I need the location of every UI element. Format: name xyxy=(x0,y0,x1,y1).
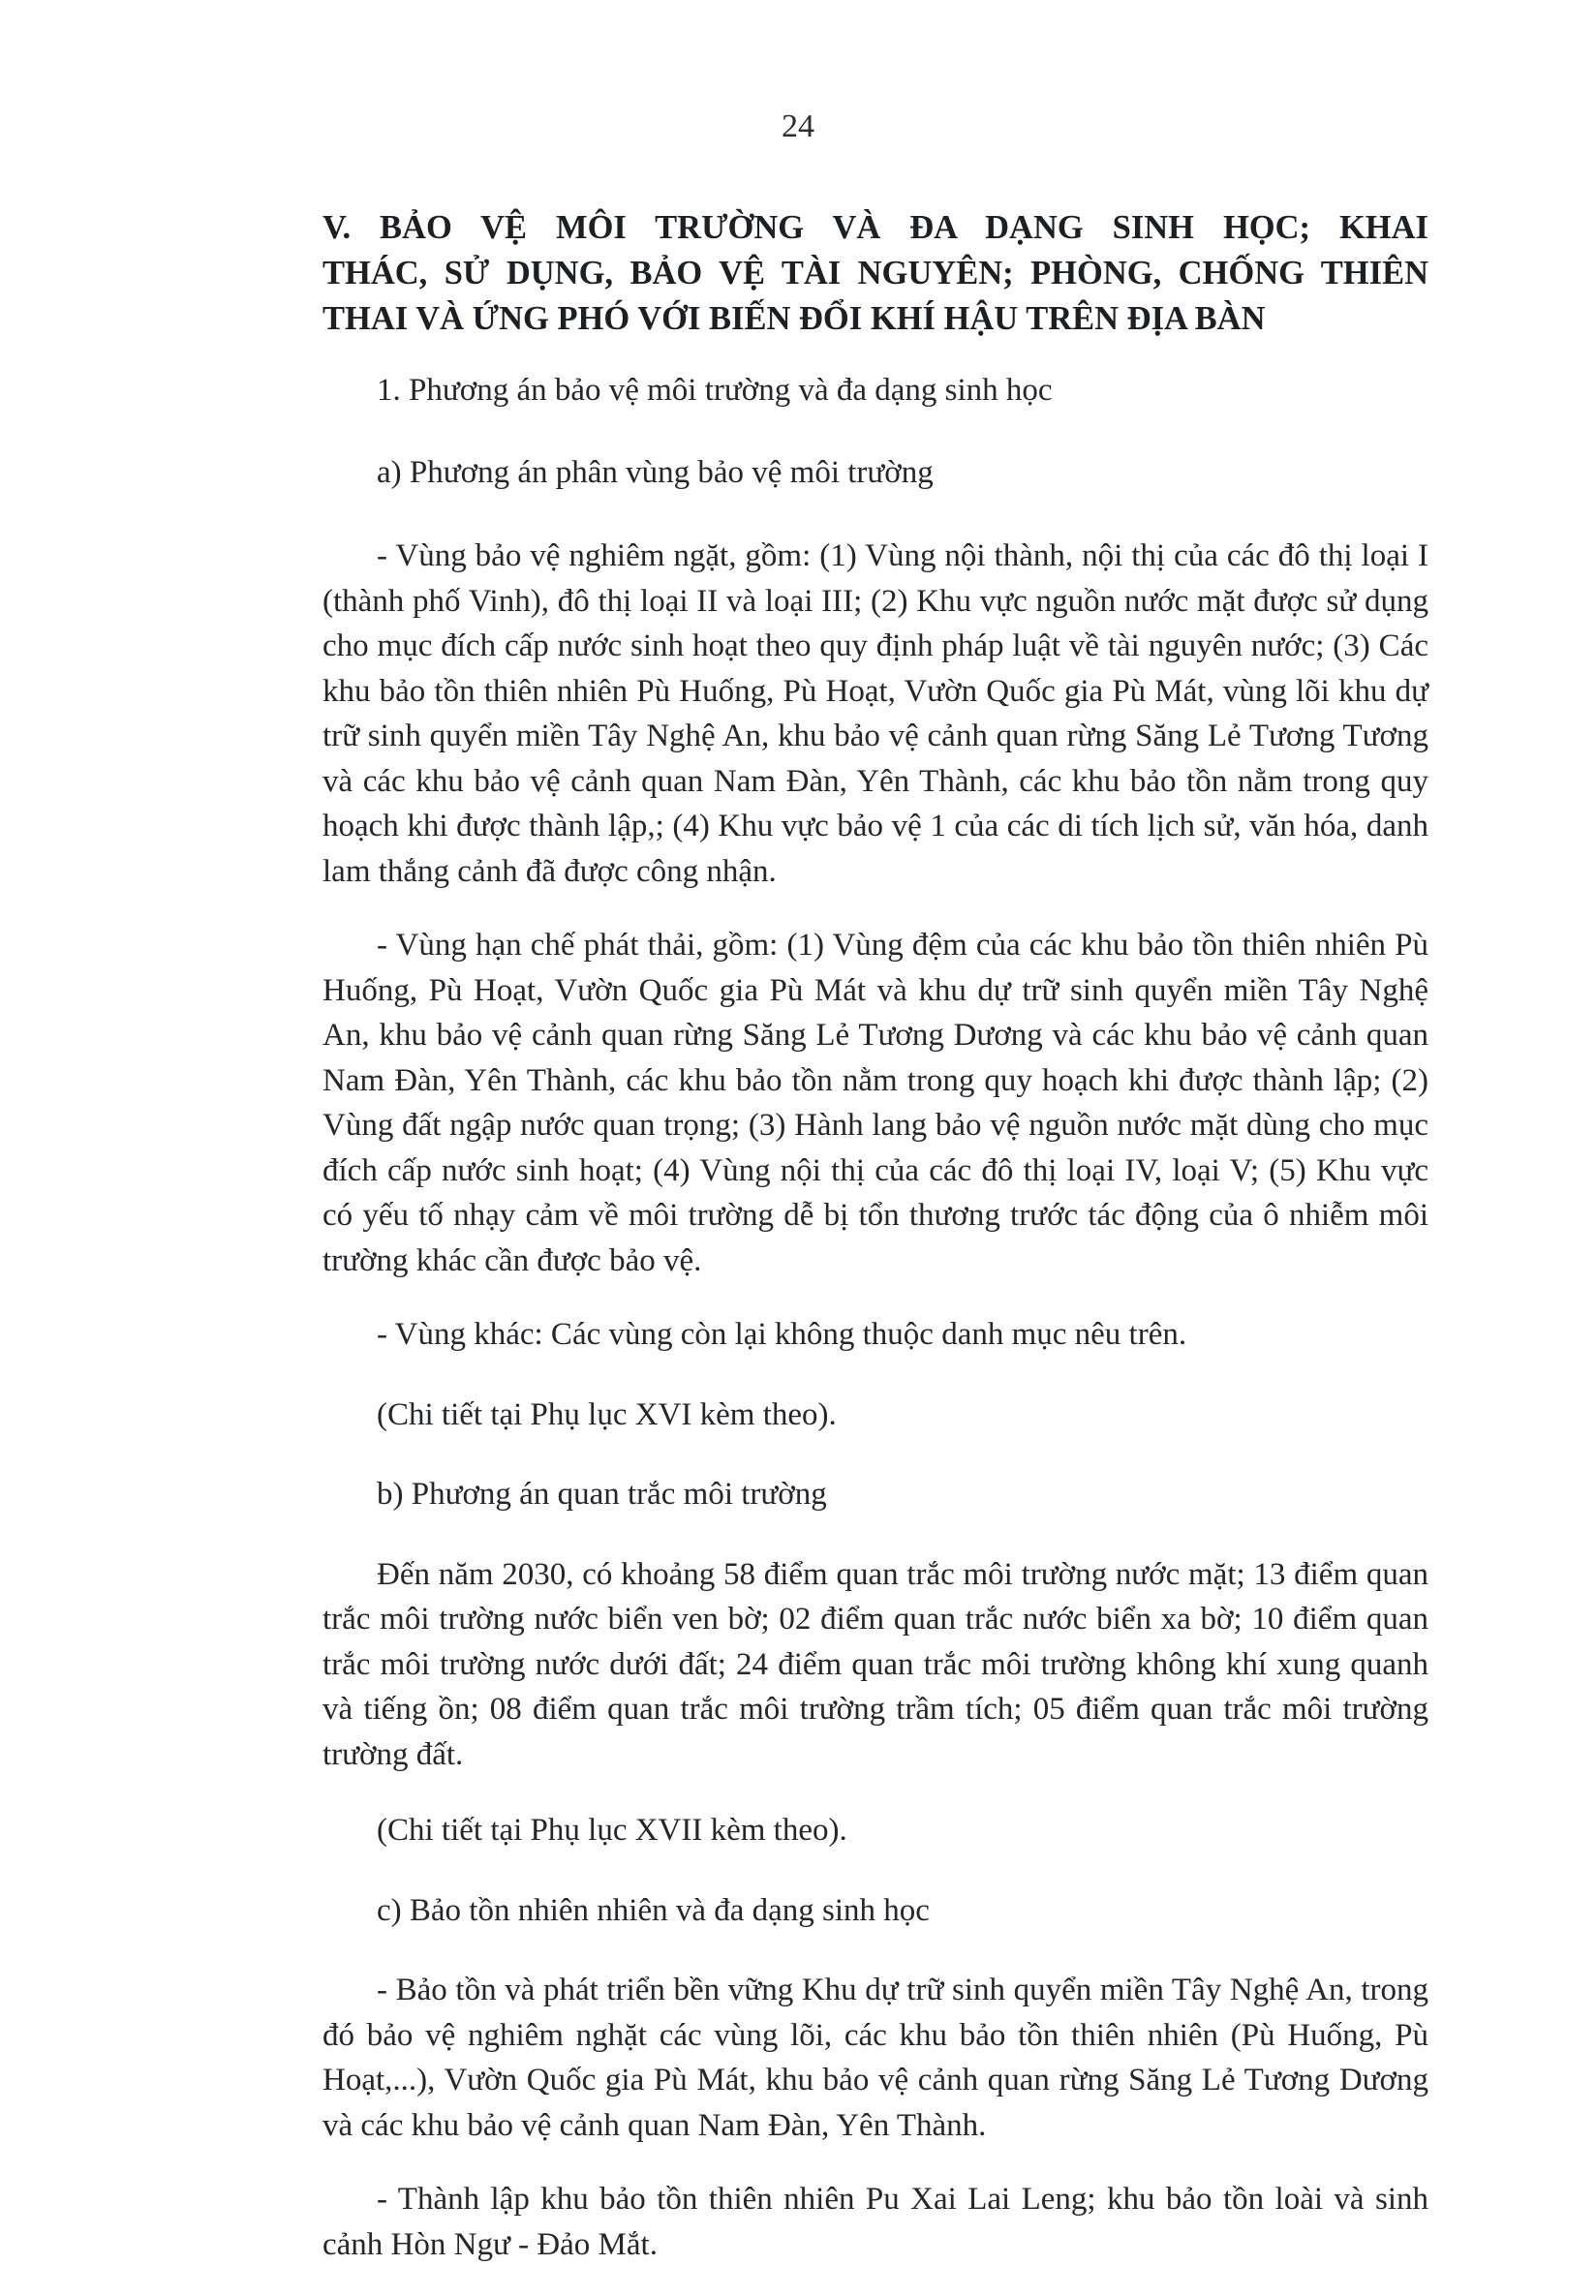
paragraph-text: - Vùng khác: Các vùng còn lại không thuộc danh mục nêu trên. xyxy=(377,1317,1187,1352)
paragraph-text: (Chi tiết tại Phụ lục XVI kèm theo). xyxy=(377,1396,837,1432)
sub-heading-a-text: a) Phương án phân vùng bảo vệ môi trường xyxy=(377,454,934,490)
section-heading xyxy=(322,205,1428,342)
sub-heading-b xyxy=(322,1472,1428,1517)
heading-line-1: V. BẢO VỆ MÔI TRƯỜNG VÀ ĐA DẠNG SINH HỌC; KHAI xyxy=(322,209,1428,246)
sub-heading-c xyxy=(322,1888,1428,1934)
paragraph-text: - Thành lập khu bảo tồn thiên nhiên Pu Xai Lai Leng; khu bảo tồn loài và sinh cảnh Hòn Ngư - Đảo Mắt. xyxy=(322,2182,1428,2262)
sub-heading-a xyxy=(322,450,1428,496)
body-text xyxy=(322,368,1428,2296)
subsection-1-title: 1. Phương án bảo vệ môi trường và đa dạng sinh học xyxy=(377,373,1053,408)
subsection-title xyxy=(322,368,1428,413)
paragraph xyxy=(322,1312,1428,1358)
paragraph-text: Đến năm 2030, có khoảng 58 điểm quan trắc môi trường nước mặt; 13 điểm quan trắc môi trường nước biển ven bờ; 02 điểm quan trắc nước biển xa bờ; 10 điểm quan trắc môi trường nước dưới đất; 24 điểm quan trắc môi trường không khí xung quanh và tiếng ồn; 08 điểm quan trắc môi trường trầm tích; 05 điểm quan trắc môi trường trường đất. xyxy=(322,1556,1428,1772)
page-number: 24 xyxy=(782,108,814,144)
paragraph-text: - Vùng hạn chế phát thải, gồm: (1) Vùng đệm của các khu bảo tồn thiên nhiên Pù Huống, Pù Hoạt, Vườn Quốc gia Pù Mát và khu dự trữ sinh quyển miền Tây Nghệ An, khu bảo vệ cảnh quan rừng Săng Lẻ Tương Dương và các khu bảo vệ cảnh quan Nam Đàn, Yên Thành, các khu bảo tồn nằm trong quy hoạch khi được thành lập; (2) Vùng đất ngập nước quan trọng; (3) Hành lang bảo vệ nguồn nước mặt dùng cho mục đích cấp nước sinh hoạt; (4) Vùng nội thị của các đô thị loại IV, loại V; (5) Khu vực có yếu tố nhạy cảm về môi trường dễ bị tổn thương trước tác động của ô nhiễm môi trường khác cần được bảo vệ. xyxy=(322,928,1428,1278)
paragraph xyxy=(322,1808,1428,1853)
paragraph xyxy=(322,534,1428,894)
paragraph xyxy=(322,1968,1428,2148)
paragraph-text: - Bảo tồn và phát triển bền vững Khu dự trữ sinh quyển miền Tây Nghệ An, trong đó bảo vệ nghiêm nghặt các vùng lõi, các khu bảo tồn thiên nhiên (Pù Huống, Pù Hoạt,...), Vườn Quốc gia Pù Mát, khu bảo vệ cảnh quan rừng Săng Lẻ Tương Dương và các khu bảo vệ cảnh quan Nam Đàn, Yên Thành. xyxy=(322,1973,1428,2143)
paragraph-text: (Chi tiết tại Phụ lục XVII kèm theo). xyxy=(377,1813,847,1848)
heading-line-2: THÁC, SỬ DỤNG, BẢO VỆ TÀI NGUYÊN; PHÒNG, CHỐNG THIÊN xyxy=(322,255,1428,291)
heading-line-3: THAI VÀ ỨNG PHÓ VỚI BIẾN ĐỔI KHÍ HẬU TRÊN ĐỊA BÀN xyxy=(322,300,1266,337)
sub-heading-b-text: b) Phương án quan trắc môi trường xyxy=(377,1477,827,1512)
sub-heading-c-text: c) Bảo tồn nhiên nhiên và đa dạng sinh học xyxy=(377,1892,930,1928)
paragraph xyxy=(322,1393,1428,1438)
paragraph xyxy=(322,1552,1428,1778)
paragraph xyxy=(322,923,1428,1283)
paragraph xyxy=(322,2177,1428,2267)
paragraph-text: - Vùng bảo vệ nghiêm ngặt, gồm: (1) Vùng nội thành, nội thị của các đô thị loại I (thành phố Vinh), đô thị loại II và loại III; (2) Khu vực nguồn nước mặt được sử dụng cho mục đích cấp nước sinh hoạt theo quy định pháp luật về tài nguyên nước; (3) Các khu bảo tồn thiên nhiên Pù Huống, Pù Hoạt, Vườn Quốc gia Pù Mát, vùng lõi khu dự trữ sinh quyển miền Tây Nghệ An, khu bảo vệ cảnh quan rừng Săng Lẻ Tương Tương và các khu bảo vệ cảnh quan Nam Đàn, Yên Thành, các khu bảo tồn nằm trong quy hoạch khi được thành lập,; (4) Khu vực bảo vệ 1 của các di tích lịch sử, văn hóa, danh lam thắng cảnh đã được công nhận. xyxy=(322,538,1428,889)
